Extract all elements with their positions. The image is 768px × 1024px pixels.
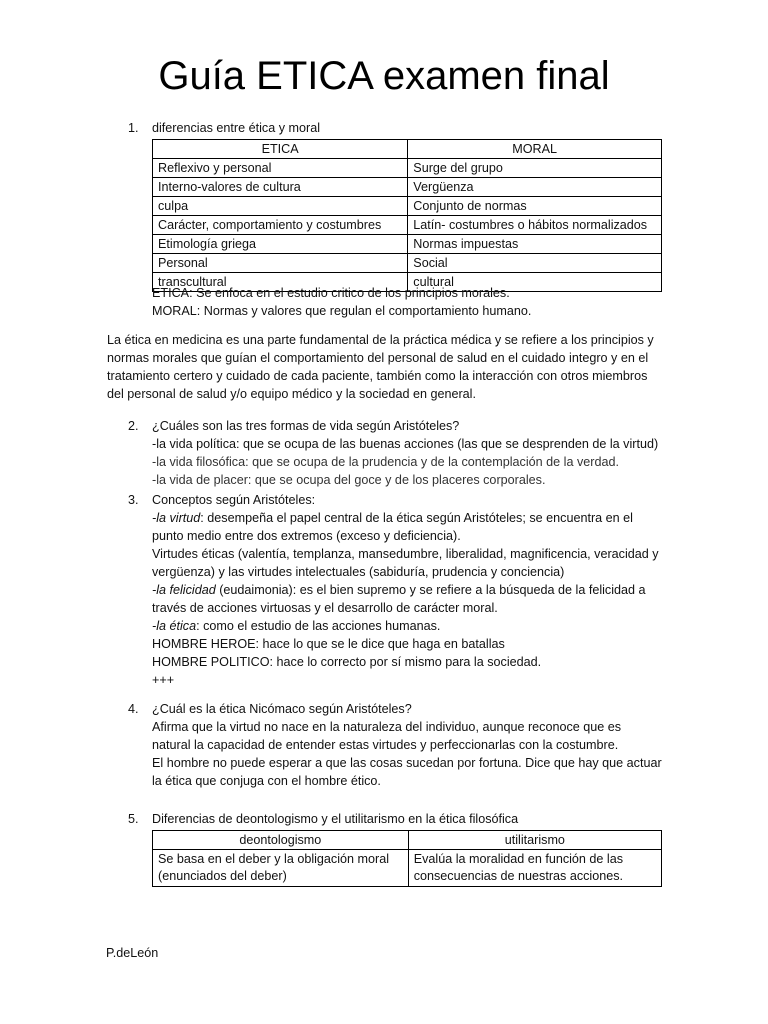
table-cell: Normas impuestas bbox=[408, 235, 662, 254]
section-2-block bbox=[152, 417, 658, 489]
section-5-heading: Diferencias de deontologismo y el utilitarismo en la ética filosófica bbox=[152, 812, 519, 826]
table-header-row bbox=[153, 831, 662, 850]
virtud-term: -la virtud bbox=[152, 511, 201, 525]
table-header-cell: utilitarismo bbox=[408, 831, 661, 850]
etica-line bbox=[152, 617, 659, 635]
table-cell: culpa bbox=[153, 197, 408, 216]
table-row bbox=[153, 159, 662, 178]
item-number-1: 1. bbox=[128, 121, 139, 135]
section-3-heading: Conceptos según Aristóteles: bbox=[152, 493, 316, 507]
etica-term: -la ética bbox=[152, 619, 197, 633]
section-4-heading: ¿Cuál es la ética Nicómaco según Aristóteles? bbox=[152, 702, 412, 716]
table-row bbox=[153, 178, 662, 197]
virtudes-line-2: vergüenza) y las virtudes intelectuales (sabiduría, prudencia y conciencia) bbox=[152, 565, 565, 579]
etica-text: : como el estudio de las acciones humanas. bbox=[196, 619, 441, 633]
deontologismo-utilitarismo-table bbox=[152, 830, 662, 887]
felicidad-text: (eudaimonia): es el bien supremo y se refiere a la búsqueda de la felicidad a bbox=[215, 583, 646, 597]
table-cell: Personal bbox=[153, 254, 408, 273]
virtudes-line: Virtudes éticas (valentía, templanza, mansedumbre, liberalidad, magnificencia, veracidad y bbox=[152, 547, 659, 561]
paragraph-line: normas morales que guían el comportamiento del personal de salud en el cuidado integro y en el bbox=[107, 351, 649, 365]
table-header-row bbox=[153, 140, 662, 159]
vida-politica-line: -la vida política: que se ocupa de las buenas acciones (las que se desprenden de la virtud) bbox=[152, 437, 659, 451]
hombre-politico-line: HOMBRE POLITICO: hace lo correcto por sí mismo para la sociedad. bbox=[152, 655, 542, 669]
felicidad-line-2: través de acciones virtuosas y el desarrollo de carácter moral. bbox=[152, 601, 498, 615]
cell-line: (enunciados del deber) bbox=[158, 869, 287, 883]
table-row bbox=[153, 850, 662, 887]
table-cell: Etimología griega bbox=[153, 235, 408, 254]
table-cell: Reflexivo y personal bbox=[153, 159, 408, 178]
plus-line: +++ bbox=[152, 673, 175, 687]
table-row bbox=[153, 235, 662, 254]
section-2-heading: ¿Cuáles son las tres formas de vida según Aristóteles? bbox=[152, 419, 460, 433]
table-row bbox=[153, 197, 662, 216]
paragraph-line: del personal de salud y/o equipo médico y la sociedad en general. bbox=[107, 387, 476, 401]
item-number-4: 4. bbox=[128, 702, 139, 716]
moral-note: MORAL: Normas y valores que regulan el comportamiento humano. bbox=[152, 304, 532, 318]
table-cell: Vergüenza bbox=[408, 178, 662, 197]
cell-line: Se basa en el deber y la obligación moral bbox=[158, 852, 390, 866]
vida-placer-line: -la vida de placer: que se ocupa del goce y de los placeres corporales. bbox=[152, 473, 546, 487]
section-4-line: natural la capacidad de entender estas virtudes y perfeccionarlas con la costumbre. bbox=[152, 738, 619, 752]
section-4-block bbox=[152, 700, 662, 790]
item-number-5: 5. bbox=[128, 812, 139, 826]
table-cell: Social bbox=[408, 254, 662, 273]
virtud-line bbox=[152, 509, 659, 527]
table-cell: transcultural bbox=[153, 273, 408, 292]
vida-filosofica-line: -la vida filosófica: que se ocupa de la prudencia y de la contemplación de la verdad. bbox=[152, 455, 619, 469]
table-header-cell: ETICA bbox=[153, 140, 408, 159]
virtud-line-2: punto medio entre dos extremos (exceso y deficiencia). bbox=[152, 529, 461, 543]
cell-line: Evalúa la moralidad en función de las bbox=[413, 852, 624, 866]
table-cell bbox=[153, 850, 409, 887]
table-header-cell: MORAL bbox=[408, 140, 662, 159]
section-4-line: la ética que conjuga con el hombre ético. bbox=[152, 774, 381, 788]
felicidad-line bbox=[152, 581, 659, 599]
table-cell: Interno-valores de cultura bbox=[153, 178, 408, 197]
table-row bbox=[153, 216, 662, 235]
table-header-cell: deontologismo bbox=[153, 831, 409, 850]
section-4-line: Afirma que la virtud no nace en la naturaleza del individuo, aunque reconoce que es bbox=[152, 720, 622, 734]
table-cell bbox=[408, 850, 661, 887]
table-cell: cultural bbox=[408, 273, 662, 292]
section-1-heading: diferencias entre ética y moral bbox=[152, 121, 320, 135]
section-3-block bbox=[152, 491, 659, 689]
etica-note: ETICA: Se enfoca en el estudio critico de los principios morales. bbox=[152, 286, 510, 300]
table-cell: Carácter, comportamiento y costumbres bbox=[153, 216, 408, 235]
felicidad-term: -la felicidad bbox=[152, 583, 216, 597]
virtud-text: : desempeña el papel central de la ética según Aristóteles; se encuentra en el bbox=[200, 511, 633, 525]
paragraph-line: tratamiento certero y cuidado de cada paciente, también como la interacción con otros miembros bbox=[107, 369, 648, 383]
table-cell: Conjunto de normas bbox=[408, 197, 662, 216]
hombre-heroe-line: HOMBRE HEROE: hace lo que se le dice que haga en batallas bbox=[152, 637, 505, 651]
item-number-3: 3. bbox=[128, 493, 139, 507]
etica-moral-table bbox=[152, 139, 662, 292]
table-cell: Surge del grupo bbox=[408, 159, 662, 178]
table-row bbox=[153, 254, 662, 273]
page-title: Guía ETICA examen final bbox=[158, 54, 610, 98]
table-cell: Latín- costumbres o hábitos normalizados bbox=[408, 216, 662, 235]
item-number-2: 2. bbox=[128, 419, 139, 433]
cell-line: consecuencias de nuestras acciones. bbox=[413, 869, 624, 883]
paragraph-line: La ética en medicina es una parte fundamental de la práctica médica y se refiere a los principios y bbox=[107, 333, 654, 347]
section-4-line: El hombre no puede esperar a que las cosas sucedan por fortuna. Dice que hay que actuar bbox=[152, 756, 662, 770]
author-footer: P.deLeón bbox=[106, 946, 159, 960]
intro-paragraph bbox=[107, 331, 663, 403]
